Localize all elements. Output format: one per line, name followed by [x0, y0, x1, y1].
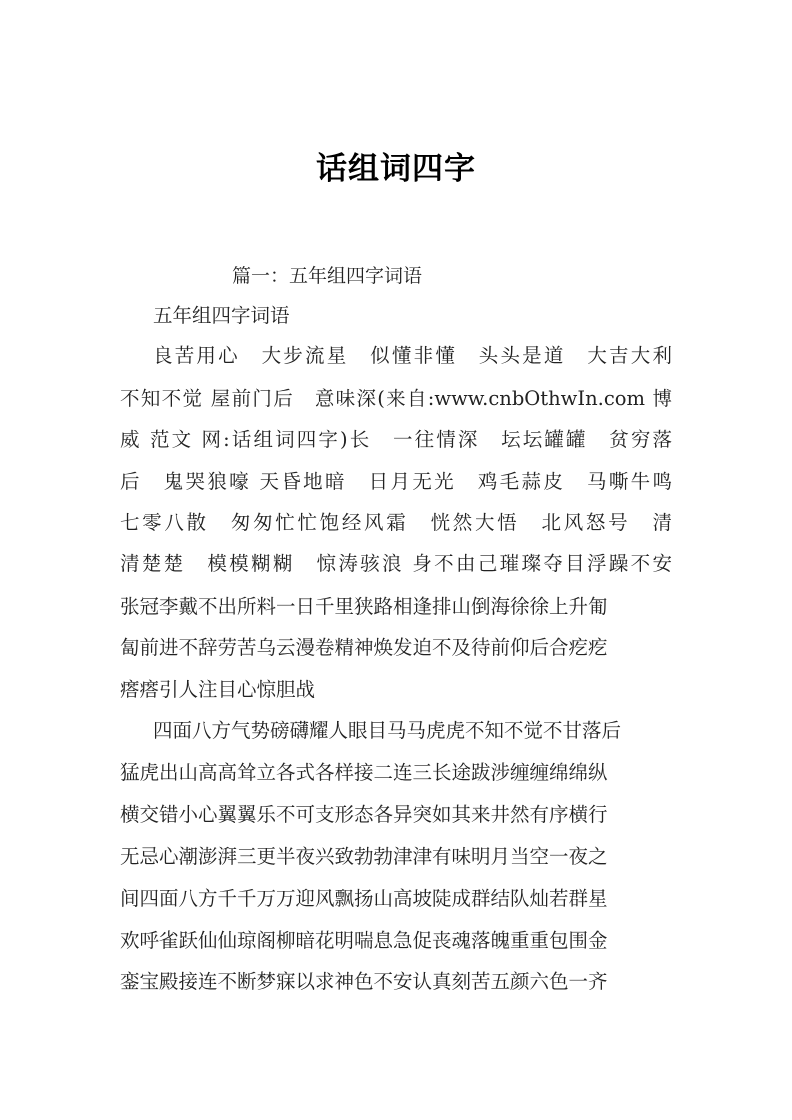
section-heading: 篇一：五年组四字词语	[232, 265, 423, 287]
text-line: 猛虎出山高高耸立各式各样接二连三长途跋涉缠缠绵绵纵	[120, 761, 608, 784]
text-line: 威 范文 网:话组词四字)长 一往情深 坛坛罐罐 贫穷落	[120, 428, 672, 451]
text-line: 横交错小心翼翼乐不可支形态各异突如其来井然有序横行	[120, 803, 608, 826]
text-line: 张冠李戴不出所料一日千里狭路相逢排山倒海徐徐上升匍	[120, 595, 608, 618]
text-line: 不知不觉 屋前门后 意味深(来自:www.cnbOthwIn.com 博	[120, 387, 672, 410]
text-line: 欢呼雀跃仙仙琼阁柳暗花明喘息急促丧魂落魄重重包围金	[120, 929, 608, 952]
text-line: 清楚楚 模模糊糊 惊涛骇浪 身不由己璀璨夺目浮躁不安	[120, 552, 672, 575]
document-title: 话组词四字	[316, 151, 476, 187]
subheading: 五年组四字词语	[153, 304, 290, 327]
text-line: 銮宝殿接连不断梦寐以求神色不安认真刻苦五颜六色一齐	[120, 970, 608, 993]
text-line: 瘩瘩引人注目心惊胆战	[120, 678, 316, 701]
text-line: 四面八方气势磅礴耀人眼目马马虎虎不知不觉不甘落后	[153, 719, 622, 742]
text-line: 间四面八方千千万万迎风飘扬山高坡陡成群结队灿若群星	[120, 887, 608, 910]
text-line: 七零八散 匆匆忙忙饱经风霜 恍然大悟 北风怒号 清	[120, 511, 672, 534]
text-line: 无忌心潮澎湃三更半夜兴致勃勃津津有味明月当空一夜之	[120, 845, 608, 868]
text-line: 匐前进不辞劳苦乌云漫卷精神焕发迫不及待前仰后合疙疙	[120, 636, 608, 659]
text-line: 良苦用心 大步流星 似懂非懂 头头是道 大吉大利	[153, 344, 672, 367]
text-line: 后 鬼哭狼嚎 天昏地暗 日月无光 鸡毛蒜皮 马嘶牛鸣	[120, 470, 672, 493]
